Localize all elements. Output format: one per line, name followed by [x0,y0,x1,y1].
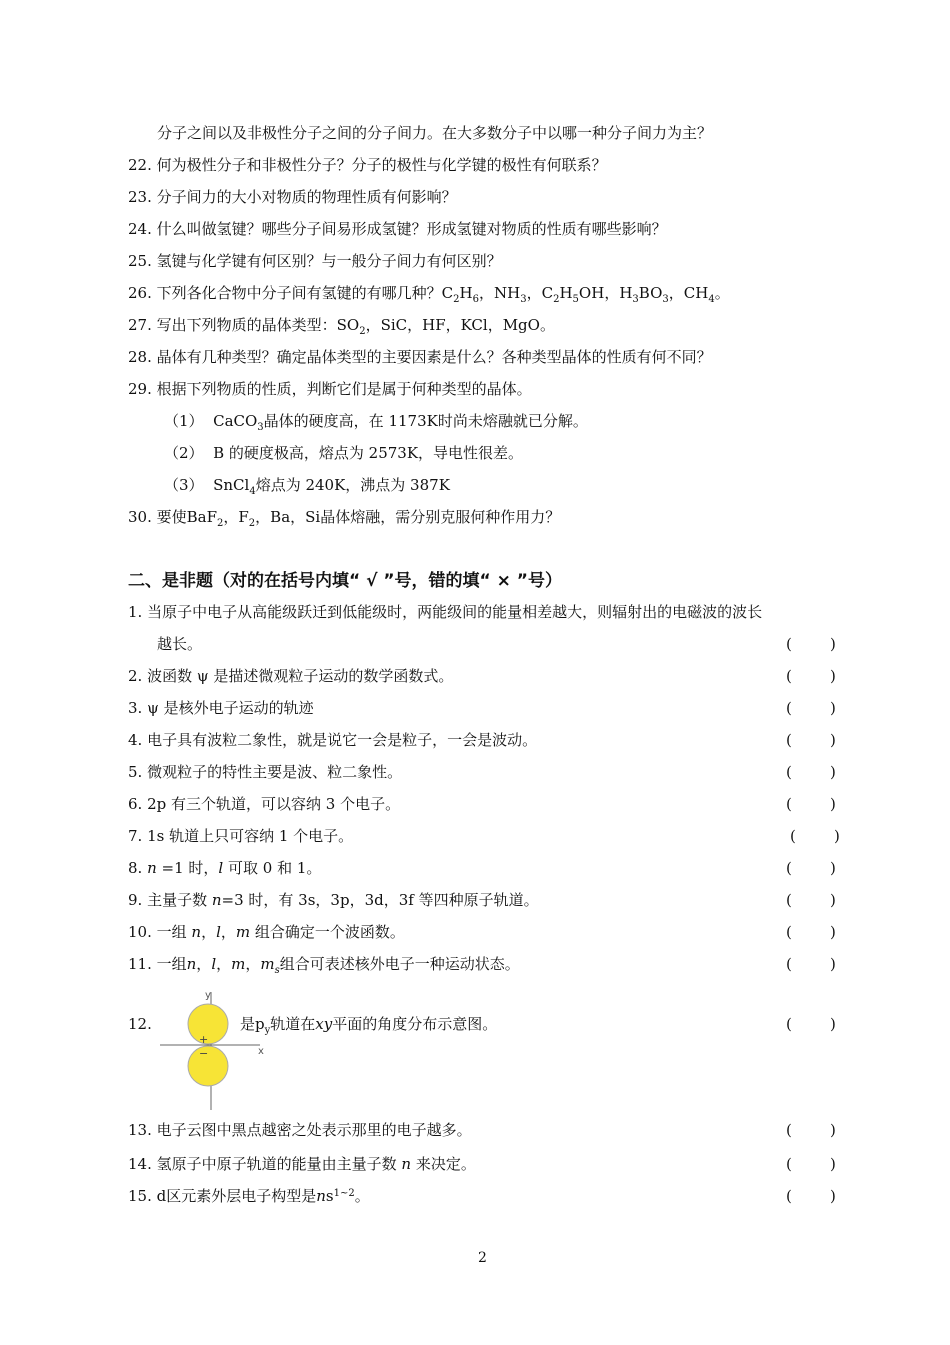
question-30: 30. 要使BaF$_2$，$F_2$，Ba，Si晶体熔融，需分别克服何种作用力？ [128,508,561,529]
y-axis-label: y [205,990,211,1001]
minus-sign: − [199,1047,209,1060]
answer-blank-9[interactable]: ( ) [786,891,836,909]
py-orbital-diagram [155,988,275,1117]
true-false-item-1: 1. 当原子中电子从高能级跃迁到低能级时，两能级间的能量相差越大，则辐射出的电磁波的波长 [128,603,763,621]
answer-blank-13[interactable]: ( ) [786,1121,836,1139]
answer-blank-15[interactable]: ( ) [786,1187,836,1205]
question-29-1: （1） CaCO$_3$晶体的硬度高，在 1173K时尚未熔融就已分解。 [164,412,588,433]
true-false-item-7: 7. 1s 轨道上只可容纳 1 个电子。 [128,827,354,845]
x-axis-label: x [258,1046,264,1057]
question-29-3: （3） SnCl$_4$熔点为 240K，沸点为 387K [164,476,450,497]
answer-blank-12[interactable]: ( ) [786,1015,836,1033]
true-false-item-9: 9. 主量子数 n=3 时，有 3s，3p，3d，3f 等四种原子轨道。 [128,891,539,909]
answer-blank-14[interactable]: ( ) [786,1155,836,1173]
true-false-item-3: 3. ψ 是核外电子运动的轨迹 [128,699,314,717]
question-22: 22. 何为极性分子和非极性分子？分子的极性与化学键的极性有何联系？ [128,156,607,174]
answer-blank-2[interactable]: ( ) [786,667,836,685]
question-27: 27. 写出下列物质的晶体类型：$SO_2$，SiC，HF，KCl，MgO。 [128,316,555,337]
section-2-heading: 二、是非题（对的在括号内填“ √ ”号，错的填“ × ”号） [128,571,562,591]
answer-blank-3[interactable]: ( ) [786,699,836,717]
question-23: 23. 分子间力的大小对物质的物理性质有何影响？ [128,188,457,206]
answer-blank-8[interactable]: ( ) [786,859,836,877]
true-false-item-1-continued: 越长。 [157,635,203,653]
answer-blank-5[interactable]: ( ) [786,763,836,781]
true-false-item-4: 4. 电子具有波粒二象性，就是说它一会是粒子，一会是波动。 [128,731,538,749]
page-number: 2 [478,1250,487,1266]
plus-sign: + [199,1033,209,1046]
true-false-item-6: 6. 2p 有三个轨道，可以容纳 3 个电子。 [128,795,401,813]
question-26: 26. 下列各化合物中分子间有氢键的有哪几种？$C_2H_6$，$NH_3$，$C_2H_5OH$，$H_3BO_3$，$CH_4$。 [128,284,730,305]
true-false-item-13: 13. 电子云图中黑点越密之处表示那里的电子越多。 [128,1121,472,1139]
question-24: 24. 什么叫做氢键？哪些分子间易形成氢键？形成氢键对物质的性质有哪些影响？ [128,220,667,238]
answer-blank-4[interactable]: ( ) [786,731,836,749]
answer-blank-1[interactable]: ( ) [786,635,836,653]
question-28: 28. 晶体有几种类型？确定晶体类型的主要因素是什么？各种类型晶体的性质有何不同？ [128,348,712,366]
answer-blank-6[interactable]: ( ) [786,795,836,813]
question-21-continued: 分子之间以及非极性分子之间的分子间力。在大多数分子中以哪一种分子间力为主？ [157,124,713,142]
answer-blank-10[interactable]: ( ) [786,923,836,941]
true-false-item-15: 15. d区元素外层电子构型是$ns^{1\sim 2}$。 [128,1187,370,1205]
true-false-item-14: 14. 氢原子中原子轨道的能量由主量子数 n 来决定。 [128,1155,476,1173]
answer-blank-11[interactable]: ( ) [786,955,836,973]
true-false-item-11: 11. 一组n，l，m，$m_s$组合可表述核外电子一种运动状态。 [128,955,520,976]
true-false-item-2: 2. 波函数 ψ 是描述微观粒子运动的数学函数式。 [128,667,454,685]
question-25: 25. 氢键与化学键有何区别？与一般分子间力有何区别？ [128,252,502,270]
question-29: 29. 根据下列物质的性质，判断它们是属于何种类型的晶体。 [128,380,532,398]
true-false-item-12-number: 12. [128,1015,152,1033]
true-false-item-10: 10. 一组 n，l，m 组合确定一个波函数。 [128,923,405,941]
true-false-item-8: 8. n =1 时，l 可取 0 和 1。 [128,859,322,877]
answer-blank-7[interactable]: ( ) [790,827,840,845]
true-false-item-5: 5. 微观粒子的特性主要是波、粒二象性。 [128,763,403,781]
true-false-item-12: 是$p_y$轨道在xy平面的角度分布示意图。 [240,1015,498,1036]
question-29-2: （2） B 的硬度极高，熔点为 2573K，导电性很差。 [164,444,524,462]
